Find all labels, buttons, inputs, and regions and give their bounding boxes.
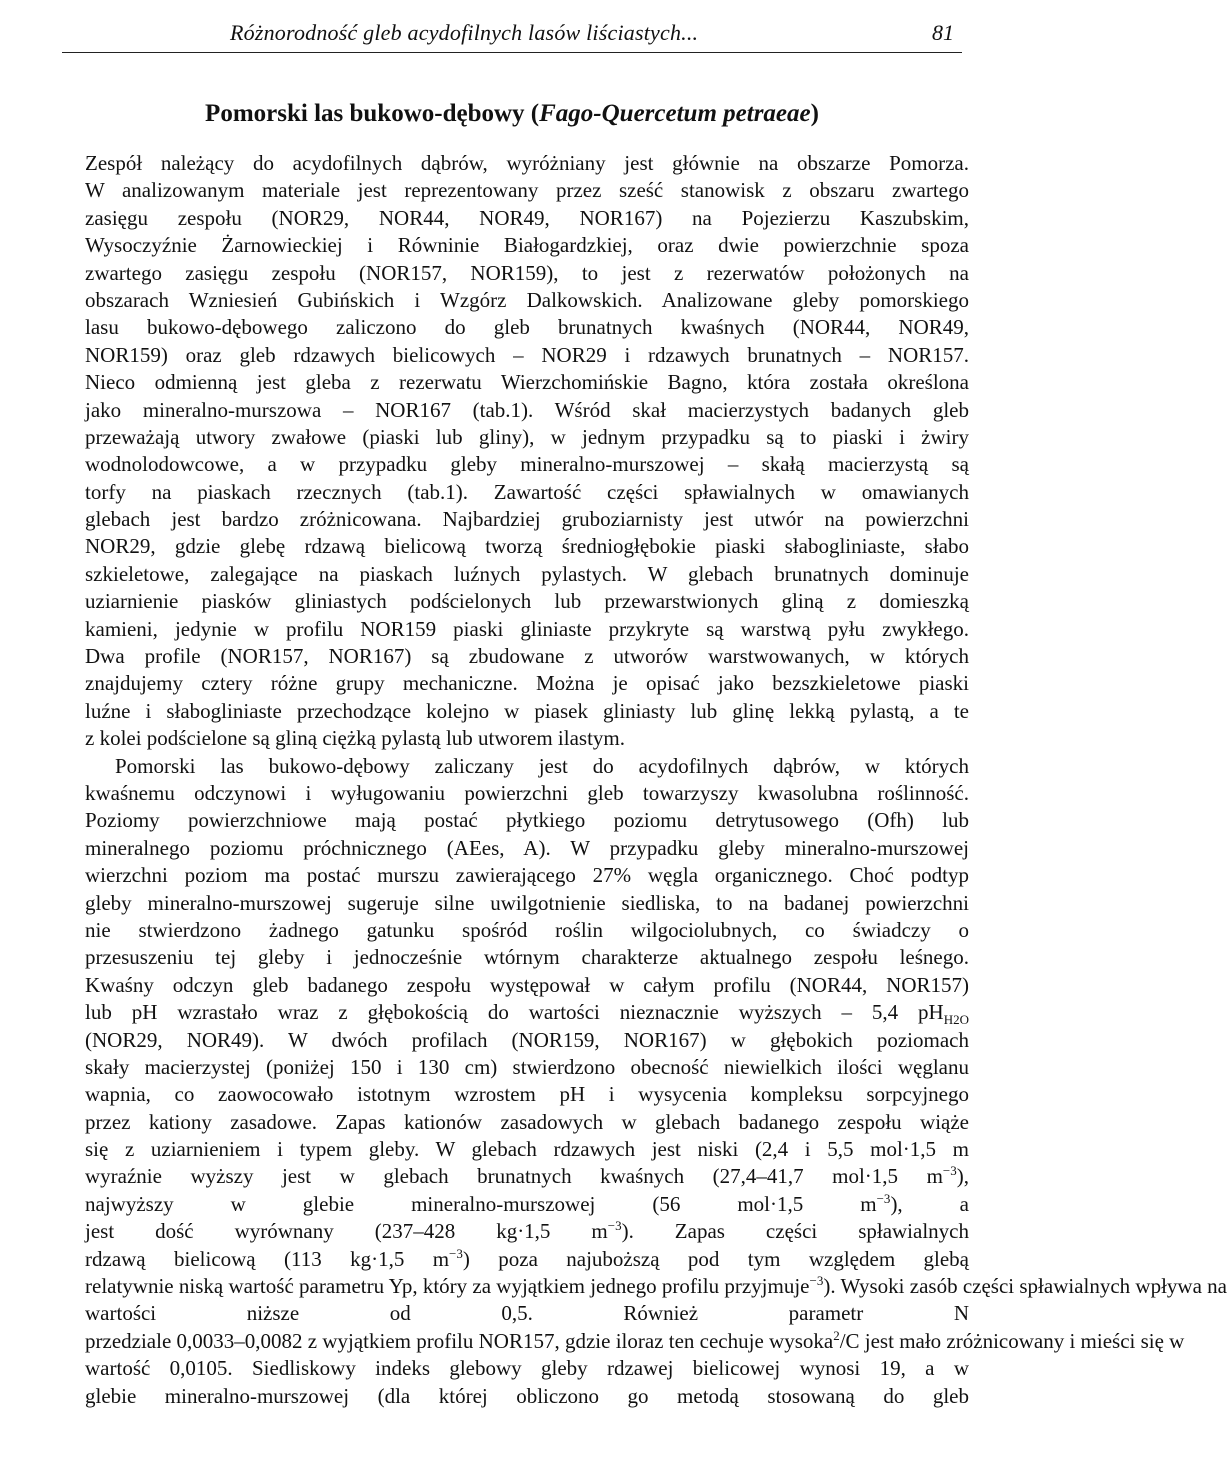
text-line: NOR159) oraz gleb rdzawych bielicowych – NOR29 i rdzawych brunatnych – NOR157.	[85, 342, 969, 367]
text-line: Nieco odmienną jest gleba z rezerwatu Wierzchomińskie Bagno, która została określona	[85, 370, 969, 395]
text-segment: najwyższy w glebie mineralno-murszowej (56 mol·1,5 m	[85, 1191, 877, 1216]
superscript: 2	[833, 1327, 840, 1343]
text-line: mineralnego poziomu próchnicznego (AEes, A). W przypadku gleby mineralno-murszowej	[85, 835, 969, 860]
text-segment: ). Zapas części spławialnych	[621, 1219, 969, 1244]
text-line: wierzchni poziom ma postać murszu zawierającego 27% węgla organicznego. Choć podtyp	[85, 863, 969, 888]
text-line	[85, 999, 969, 1026]
section-title-text: Pomorski las bukowo-dębowy (	[205, 100, 540, 127]
text-line	[85, 1163, 969, 1190]
text-line: Wysoczyźnie Żarnowieckiej i Równinie Białogardzkiej, oraz dwie powierzchnie spoza	[85, 233, 969, 258]
text-line: torfy na piaskach rzecznych (tab.1). Zawartość części spławialnych w omawianych	[85, 479, 969, 504]
text-segment: rdzawą bielicową (113 kg·1,5 m	[85, 1246, 450, 1271]
text-line: wartość 0,0105. Siedliskowy indeks glebowy gleby rdzawej bielicowej wynosi 19, a w	[85, 1356, 969, 1381]
body-text	[85, 150, 1227, 1437]
text-line: Dwa profile (NOR157, NOR167) są zbudowane z utworów warstwowanych, w których	[85, 644, 969, 669]
superscript: −3	[942, 1163, 957, 1179]
text-line: W analizowanym materiale jest reprezentowany przez sześć stanowisk z obszaru zwartego	[85, 178, 969, 203]
page-number: 81	[932, 20, 954, 45]
text-line	[85, 1218, 969, 1245]
text-segment: /C jest mało zróżnicowany i mieści się w	[839, 1328, 1185, 1353]
running-header	[62, 12, 962, 53]
text-line: przeważają utwory zwałowe (piaski lub gliny), w jednym przypadku są to piaski i żwiry	[85, 424, 969, 449]
text-segment: wyraźnie wyższy jest w glebach brunatnych kwaśnych (27,4–41,7 mol·1,5 m	[85, 1164, 943, 1189]
text-segment: relatywnie niską wartość parametru Yp, który za wyjątkiem jednego profilu przyjmuje	[85, 1274, 810, 1299]
text-line: luźne i słabogliniaste przechodzące kolejno w piasek gliniasty lub glinę lekką pylastą, a te	[85, 698, 969, 723]
text-line: wodnolodowcowe, a w przypadku gleby mineralno-murszowej – skałą macierzystą są	[85, 452, 969, 477]
text-line: NOR29, gdzie glebę rdzawą bielicową tworzą średniogłębokie piaski słabogliniaste, słabo	[85, 534, 969, 559]
text-line: glebie mineralno-murszowej (dla której obliczono go metodą stosowaną do gleb	[85, 1383, 969, 1408]
text-segment: ). Wysoki zasób części spławialnych wpływa na	[823, 1274, 1227, 1299]
superscript: −3	[449, 1245, 463, 1261]
text-line: znajdujemy cztery różne grupy mechaniczne. Można je opisać jako bezszkieletowe piaski	[85, 671, 969, 696]
section-title	[62, 100, 962, 128]
text-line: szkieletowe, zalegające na piaskach luźnych pylastych. W glebach brunatnych dominuje	[85, 561, 969, 586]
text-line: przesuszeniu tej gleby i jednocześnie wtórnym charakterze aktualnego zespołu leśnego.	[85, 945, 969, 970]
text-line: wartości niższe od 0,5. Również parametr N	[85, 1301, 969, 1326]
section-title-end: )	[810, 100, 819, 127]
text-line: z kolei podścielone są gliną ciężką pylastą lub utworem ilastym.	[85, 726, 626, 751]
text-line: zwartego zasięgu zespołu (NOR157, NOR159), to jest z rezerwatów położonych na	[85, 260, 969, 285]
text-line: jako mineralno-murszowa – NOR167 (tab.1). Wśród skał macierzystych badanych gleb	[85, 397, 969, 422]
text-line: Pomorski las bukowo-dębowy zaliczany jest do acydofilnych dąbrów, w których	[115, 753, 969, 778]
superscript: −3	[607, 1218, 622, 1234]
text-line: obszarach Wzniesień Gubińskich i Wzgórz Dalkowskich. Analizowane gleby pomorskiego	[85, 287, 969, 312]
text-line	[85, 1410, 969, 1437]
running-title: Różnorodność gleb acydofilnych lasów liściastych...	[230, 20, 699, 45]
text-line: kamieni, jedynie w profilu NOR159 piaski gliniaste przykryte są warstwą pyłu zwykłego.	[85, 616, 969, 641]
text-line: gleby mineralno-murszowej sugeruje silne uwilgotnienie siedliska, to na badanej powierzchni	[85, 890, 969, 915]
section-title-latin: Fago-Quercetum petraeae	[539, 100, 811, 127]
text-line: uziarnienie piasków gliniastych podścielonych lub przewarstwionych gliną z domieszką	[85, 589, 969, 614]
text-segment: przedziale 0,0033–0,0082 z wyjątkiem profilu NOR157, gdzie iloraz ten cechuje wysoka	[85, 1328, 834, 1353]
subscript: H2O	[943, 1012, 969, 1028]
superscript: −3	[876, 1190, 891, 1206]
text-segment: lub pH wzrastało wraz z głębokością do wartości nieznacznie wyższych – 5,4 pH	[85, 1000, 944, 1025]
text-line: (NOR29, NOR49). W dwóch profilach (NOR159, NOR167) w głębokich poziomach	[85, 1027, 969, 1052]
text-line	[85, 1327, 1185, 1355]
text-line	[85, 1273, 1227, 1300]
text-segment: ), a	[890, 1191, 969, 1216]
text-segment: ) poza najuboższą pod tym względem glebą	[462, 1246, 969, 1271]
text-line: Poziomy powierzchniowe mają postać płytkiego poziomu detrytusowego (Ofh) lub	[85, 808, 969, 833]
text-segment: jest dość wyrównany (237–428 kg·1,5 m	[85, 1219, 608, 1244]
text-line: zasięgu zespołu (NOR29, NOR44, NOR49, NOR167) na Pojezierzu Kaszubskim,	[85, 205, 969, 230]
text-line	[85, 1246, 969, 1273]
text-line: się z uziarnieniem i typem gleby. W glebach rdzawych jest niski (2,4 i 5,5 mol·1,5 m	[85, 1137, 969, 1162]
superscript: −3	[809, 1273, 824, 1289]
text-line: kwaśnemu odczynowi i wyługowaniu powierzchni gleb towarzyszy kwasolubna roślinność.	[85, 780, 969, 805]
text-line: glebach jest bardzo zróżnicowana. Najbardziej gruboziarnisty jest utwór na powierzchni	[85, 507, 969, 532]
text-line: wapnia, co zaowocowało istotnym wzrostem pH i wysycenia kompleksu sorpcyjnego	[85, 1082, 969, 1107]
text-line: skały macierzystej (poniżej 150 i 130 cm) stwierdzono obecność niewielkich ilości węglanu	[85, 1054, 969, 1079]
text-line: Kwaśny odczyn gleb badanego zespołu występował w całym profilu (NOR44, NOR157)	[85, 972, 969, 997]
text-line: nie stwierdzono żadnego gatunku spośród roślin wilgociolubnych, co świadczy o	[85, 917, 969, 942]
text-line: lasu bukowo-dębowego zaliczono do gleb brunatnych kwaśnych (NOR44, NOR49,	[85, 315, 969, 340]
text-line: Zespół należący do acydofilnych dąbrów, wyróżniany jest głównie na obszarze Pomorza.	[85, 151, 969, 175]
text-line	[85, 1191, 969, 1218]
text-segment: ),	[956, 1164, 969, 1189]
text-line: przez kationy zasadowe. Zapas kationów zasadowych w glebach badanego zespołu wiąże	[85, 1109, 969, 1134]
